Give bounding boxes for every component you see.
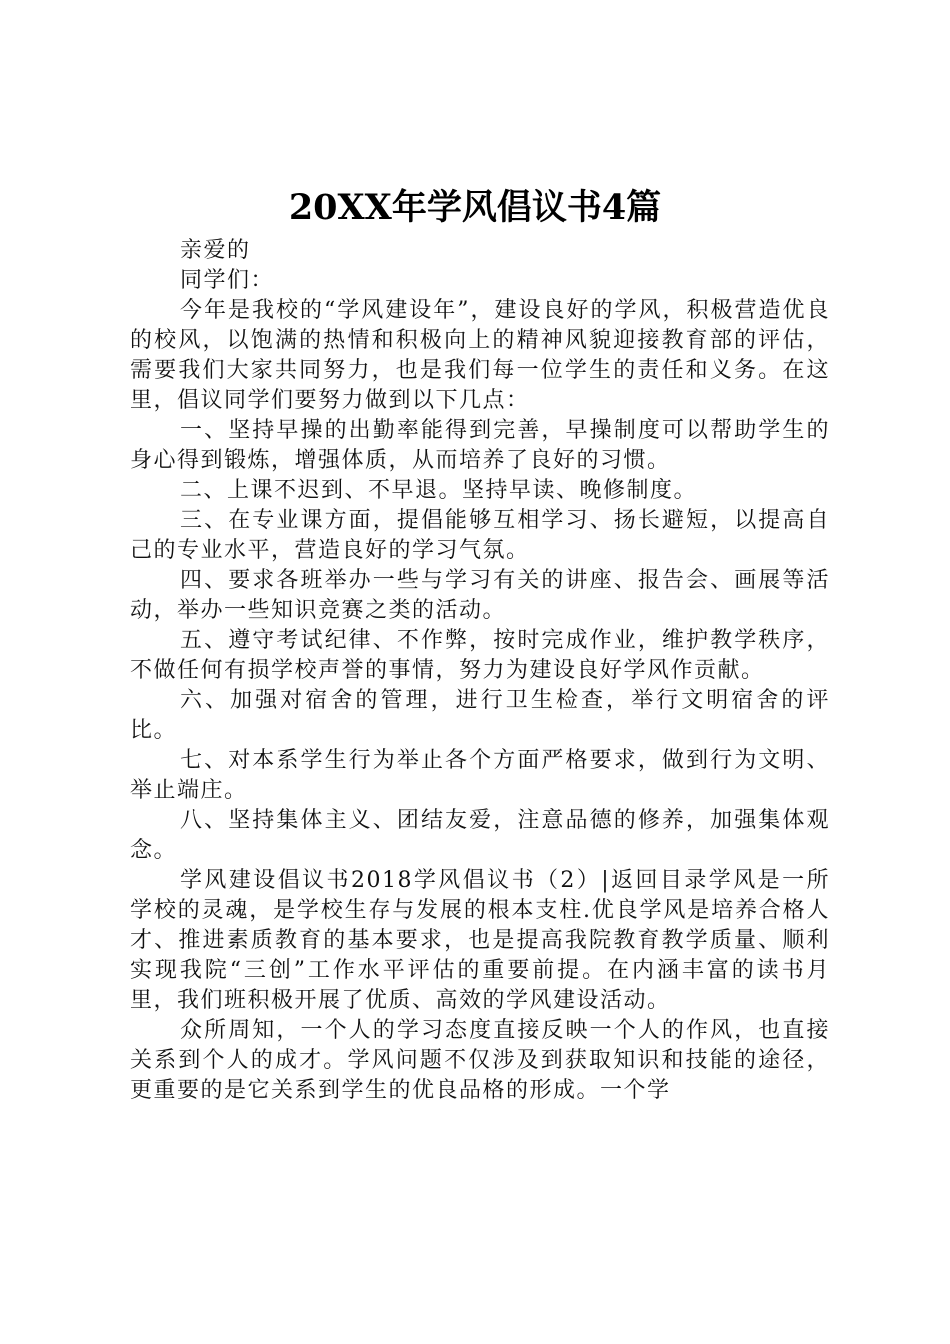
salutation-line: 同学们： bbox=[180, 268, 275, 293]
paragraph: 二、上课不迟到、不早退。坚持早读、晚修制度。 bbox=[180, 478, 698, 503]
paragraph: 四、要求各班举办一些与学习有关的讲座、报告会、画展等活动，举办一些知识竞赛之类的活动。 bbox=[130, 568, 830, 623]
paragraph: 六、加强对宿舍的管理，进行卫生检查，举行文明宿舍的评比。 bbox=[130, 688, 830, 743]
paragraph: 三、在专业课方面，提倡能够互相学习、扬长避短，以提高自己的专业水平，营造良好的学习气氛。 bbox=[130, 508, 830, 563]
paragraph: 八、坚持集体主义、团结友爱，注意品德的修养，加强集体观念。 bbox=[130, 808, 830, 863]
paragraph: 今年是我校的“学风建设年”，建设良好的学风，积极营造优良的校风，以饱满的热情和积极向上的精神风貌迎接教育部的评估，需要我们大家共同努力，也是我们每一位学生的责任和义务。在这里，倡议同学们要努力做到以下几点： bbox=[130, 298, 830, 413]
paragraph: 学风建设倡议书2018学风倡议书（2）|返回目录学风是一所学校的灵魂，是学校生存与发展的根本支柱.优良学风是培养合格人才、推进素质教育的基本要求，也是提高我院教育教学质量、顺利实现我院“三创”工作水平评估的重要前提。在内涵丰富的读书月里，我们班积极开展了优质、高效的学风建设活动。 bbox=[130, 868, 830, 1013]
paragraph: 众所周知，一个人的学习态度直接反映一个人的作风，也直接关系到个人的成才。学风问题不仅涉及到获取知识和技能的途径，更重要的是它关系到学生的优良品格的形成。一个学 bbox=[130, 1018, 830, 1103]
salutation-line: 亲爱的 bbox=[180, 238, 251, 263]
paragraph: 一、坚持早操的出勤率能得到完善，早操制度可以帮助学生的身心得到锻炼，增强体质，从而培养了良好的习惯。 bbox=[130, 418, 830, 473]
document-body bbox=[130, 236, 830, 1106]
document-title: 20XX年学风倡议书4篇 bbox=[288, 187, 662, 228]
paragraph: 五、遵守考试纪律、不作弊，按时完成作业，维护教学秩序，不做任何有损学校声誉的事情，努力为建设良好学风作贡献。 bbox=[130, 628, 830, 683]
paragraph: 七、对本系学生行为举止各个方面严格要求，做到行为文明、举止端庄。 bbox=[130, 748, 830, 803]
